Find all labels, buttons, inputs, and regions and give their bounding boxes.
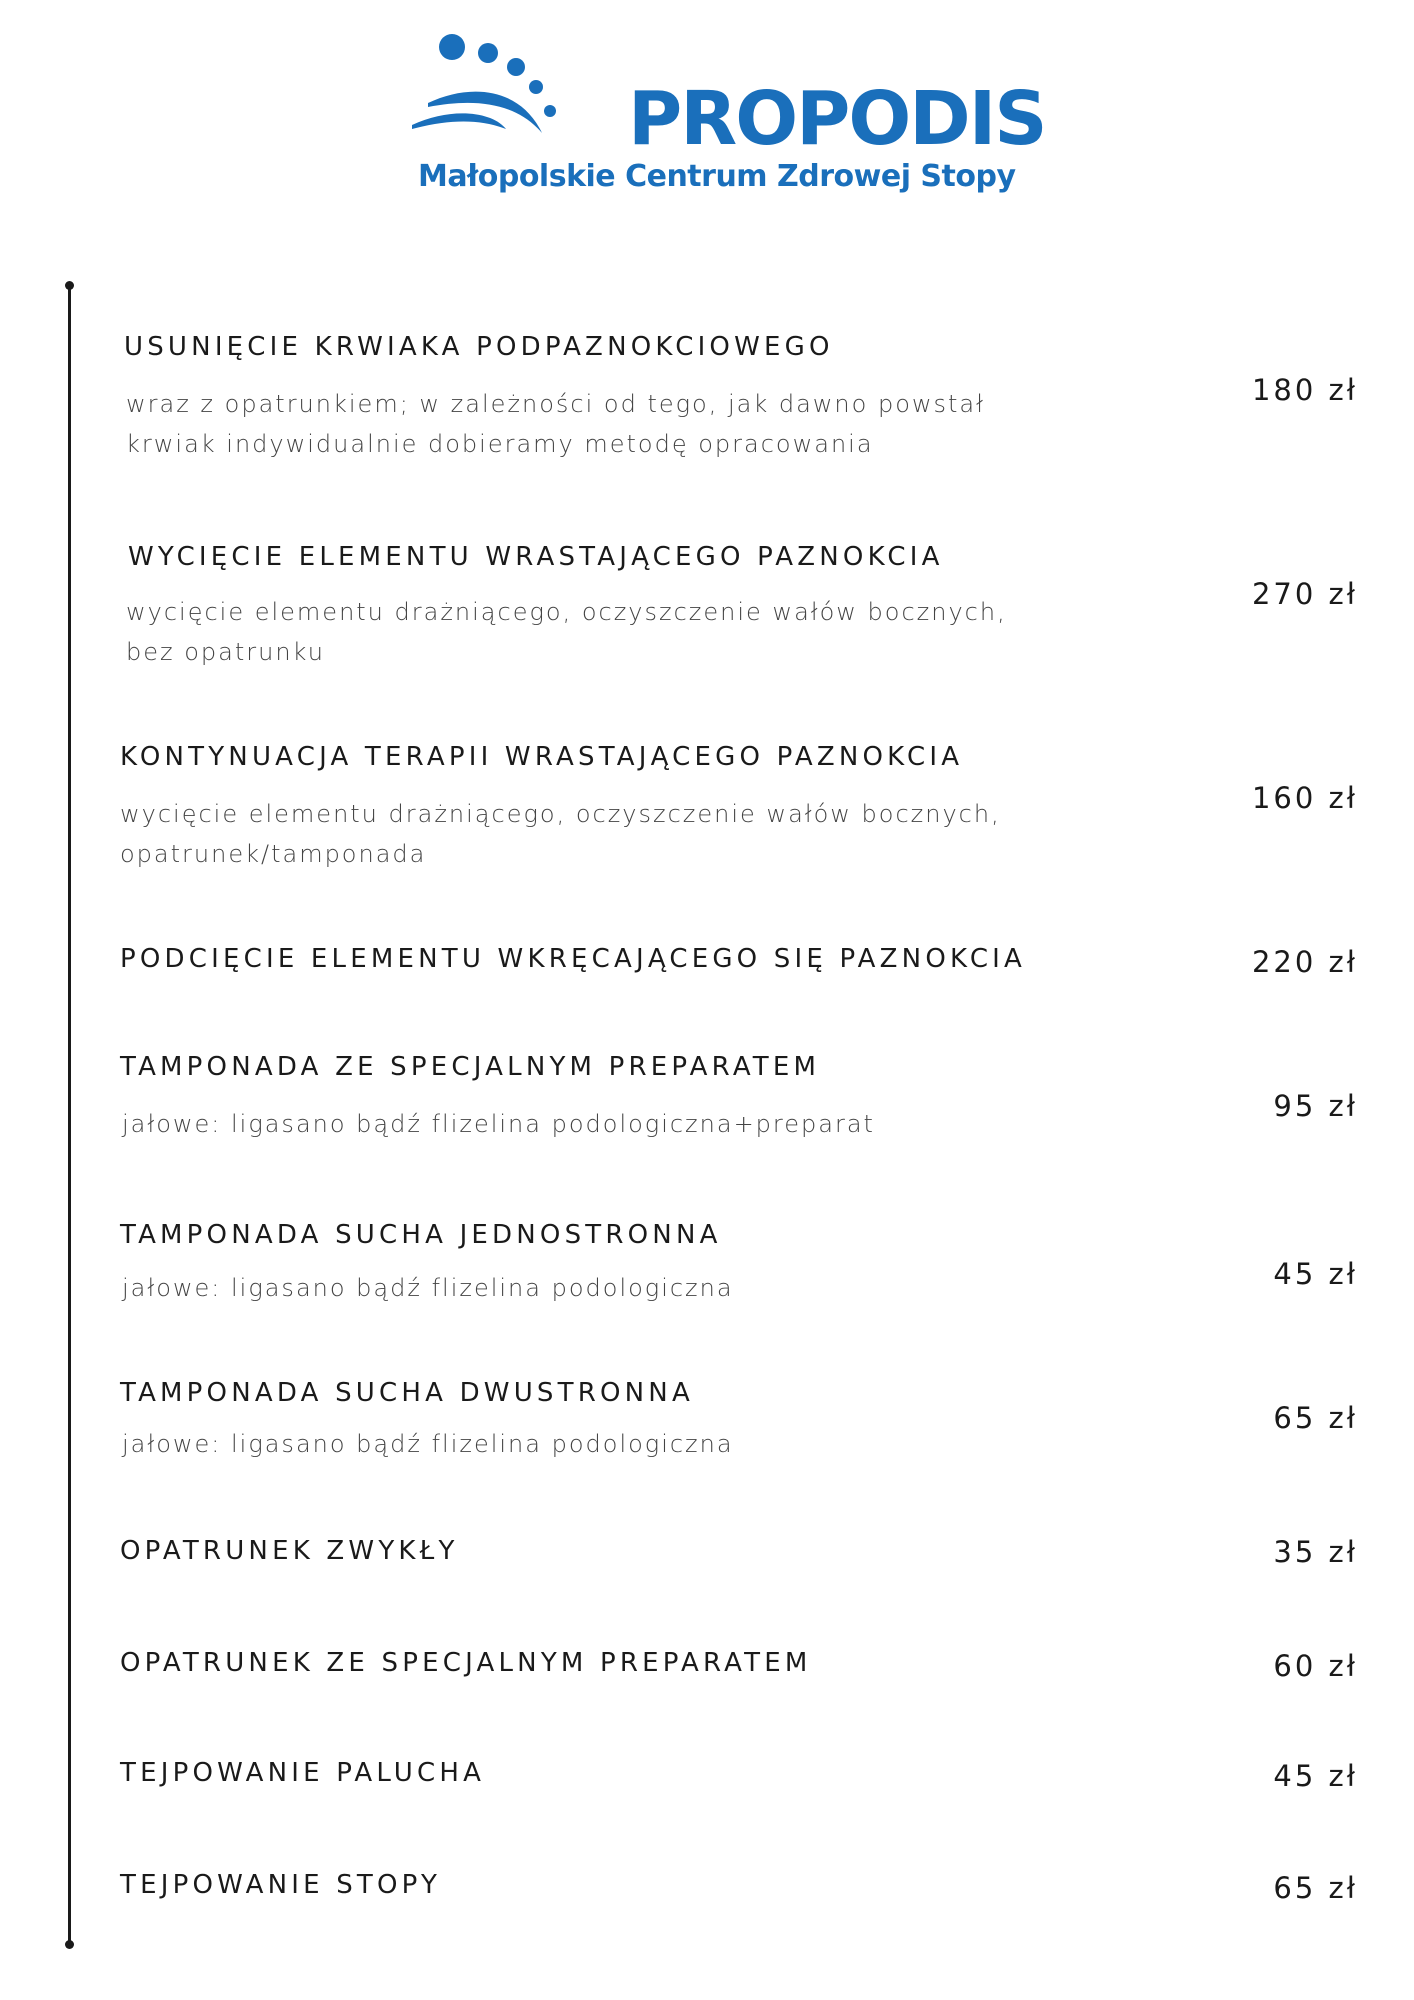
service-description-line: jałowe: ligasano bądź flizelina podologiczna <box>122 1430 734 1458</box>
service-description-line: bez opatrunku <box>126 638 325 666</box>
service-title: KONTYNUACJA TERAPII WRASTAJĄCEGO PAZNOKCIA <box>120 742 964 772</box>
service-description-line: jałowe: ligasano bądź flizelina podologiczna+preparat <box>122 1110 875 1138</box>
service-title: USUNIĘCIE KRWIAKA PODPAZNOKCIOWEGO <box>124 332 834 362</box>
service-description-line: opatrunek/tamponada <box>120 840 427 868</box>
service-price: 45 zł <box>1273 1759 1358 1793</box>
service-description-line: jałowe: ligasano bądź flizelina podologiczna <box>122 1274 734 1302</box>
service-description-line: krwiak indywidualnie dobieramy metodę opracowania <box>126 430 874 458</box>
service-description <box>126 384 985 464</box>
service-title: TEJPOWANIE PALUCHA <box>120 1758 486 1788</box>
timeline-line <box>68 286 71 1946</box>
brand-subtitle: Małopolskie Centrum Zdrowej Stopy <box>418 159 1016 194</box>
service-title: TEJPOWANIE STOPY <box>120 1870 442 1900</box>
brand-name: PROPODIS <box>628 76 1046 162</box>
service-title: OPATRUNEK ZE SPECJALNYM PREPARATEM <box>120 1648 812 1678</box>
service-price: 65 zł <box>1273 1871 1358 1905</box>
service-description <box>120 794 1001 874</box>
service-price: 220 zł <box>1251 945 1358 979</box>
service-title: TAMPONADA SUCHA JEDNOSTRONNA <box>120 1220 722 1250</box>
service-title: TAMPONADA ZE SPECJALNYM PREPARATEM <box>120 1052 821 1082</box>
service-price: 65 zł <box>1273 1401 1358 1435</box>
foot-waves-dots-logo-icon <box>410 25 590 155</box>
service-price: 45 zł <box>1273 1257 1358 1291</box>
timeline-dot-bottom <box>65 1940 74 1949</box>
service-price: 180 zł <box>1251 373 1358 407</box>
logo <box>410 25 1060 205</box>
service-price: 270 zł <box>1251 577 1358 611</box>
service-price: 95 zł <box>1273 1089 1358 1123</box>
service-description-line: wycięcie elementu drażniącego, oczyszczenie wałów bocznych, <box>126 598 1007 626</box>
service-price: 60 zł <box>1273 1649 1358 1683</box>
service-title: OPATRUNEK ZWYKŁY <box>120 1536 459 1566</box>
service-price: 35 zł <box>1273 1535 1358 1569</box>
service-description <box>122 1268 734 1308</box>
service-description <box>126 592 1007 672</box>
service-description <box>122 1104 875 1144</box>
service-price: 160 zł <box>1251 781 1358 815</box>
service-title: TAMPONADA SUCHA DWUSTRONNA <box>120 1378 694 1408</box>
service-title: WYCIĘCIE ELEMENTU WRASTAJĄCEGO PAZNOKCIA <box>128 542 944 572</box>
service-description-line: wycięcie elementu drażniącego, oczyszczenie wałów bocznych, <box>120 800 1001 828</box>
service-description-line: wraz z opatrunkiem; w zależności od tego, jak dawno powstał <box>126 390 985 418</box>
timeline-dot-top <box>65 281 74 290</box>
service-title: PODCIĘCIE ELEMENTU WKRĘCAJĄCEGO SIĘ PAZNOKCIA <box>120 944 1027 974</box>
service-description <box>122 1424 734 1464</box>
